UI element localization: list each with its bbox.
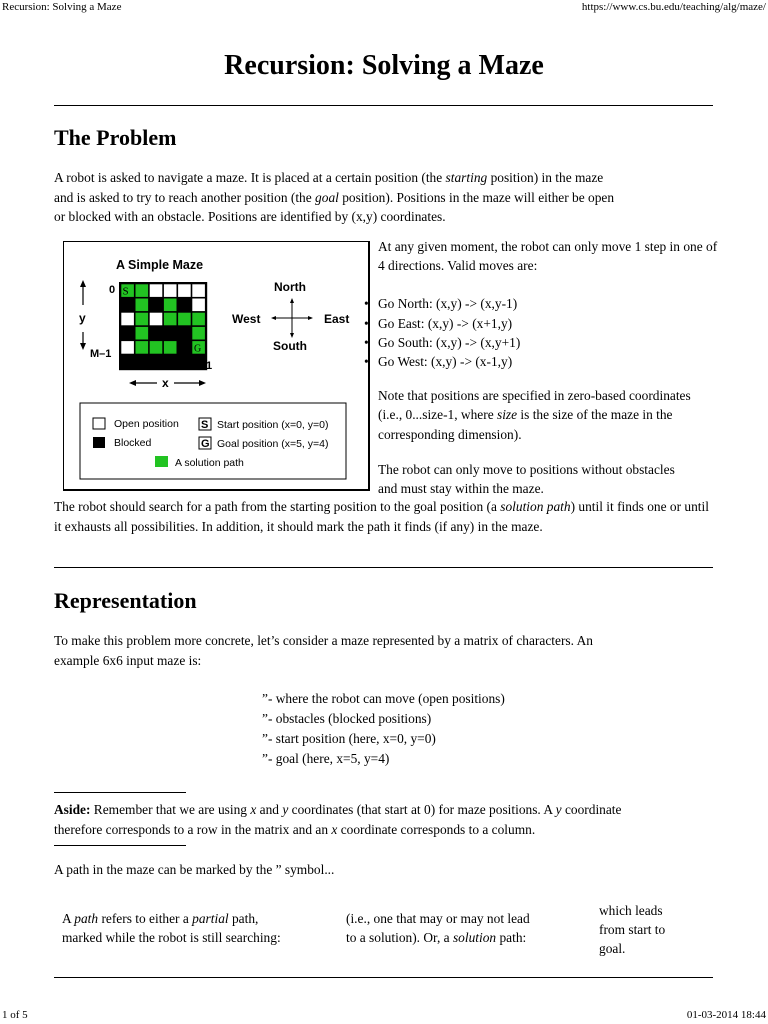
list-item: • Go West: (x,y) -> (x-1,y)	[364, 354, 513, 370]
maze-cell	[164, 313, 177, 326]
svg-text:x: x	[162, 376, 169, 390]
legend-open: Open position	[114, 418, 179, 430]
maze-cell	[178, 327, 191, 340]
start-marker: S	[122, 285, 129, 298]
maze-cell	[121, 327, 134, 340]
maze-cell	[150, 313, 163, 326]
maze-cell	[121, 313, 134, 326]
header-url[interactable]: https://www.cs.bu.edu/teaching/alg/maze/	[581, 1, 766, 13]
maze-cell	[136, 313, 149, 326]
maze-cell	[150, 299, 163, 312]
compass-east: East	[324, 312, 350, 326]
maze-cell	[192, 313, 205, 326]
svg-text:0: 0	[124, 360, 131, 372]
representation-intro: To make this problem more concrete, let’s consider a maze represented by a matrix of characters. An example 6x6 input maze is:	[54, 633, 593, 668]
maze-cell	[136, 341, 149, 354]
page-title: Recursion: Solving a Maze	[224, 50, 544, 81]
section-heading-representation: Representation	[54, 588, 197, 613]
header-page-title: Recursion: Solving a Maze	[2, 1, 122, 13]
note-zero-based: Note that positions are specified in zero-based coordinates (i.e., 0...size-1, where size is the size of the maze in the corresponding dimension).	[378, 388, 691, 442]
compass-south: South	[273, 339, 307, 353]
path-table-col-1: A path refers to either a partial path, marked while the robot is still searching:	[62, 911, 281, 945]
maze-cell	[150, 355, 163, 368]
divider	[54, 567, 713, 568]
problem-intro: A robot is asked to navigate a maze. It is placed at a certain position (the starting position) in the maze and is asked to try to reach another position (the goal position). Positions in the maze will either be open or blocked with an obstacle. Positions are identified by (x,y) coordinates.	[54, 170, 615, 225]
svg-text:0: 0	[109, 284, 116, 296]
maze-cell	[136, 284, 149, 297]
path-mark-text: A path in the maze can be marked by the ” symbol...	[54, 862, 335, 877]
maze-cell	[178, 313, 191, 326]
print-timestamp: 01-03-2014 18:44	[686, 1009, 766, 1021]
page-number: 1 of 5	[2, 1009, 28, 1021]
path-table-col-2: (i.e., one that may or may not lead to a solution). Or, a solution path:	[346, 911, 530, 945]
list-item: • Go East: (x,y) -> (x+1,y)	[364, 315, 513, 331]
maze-cell	[121, 341, 134, 354]
constraint-text: The robot can only move to positions without obstacles and must stay within the maze.	[378, 461, 675, 497]
list-item: ”- where the robot can move (open positions)	[262, 691, 505, 706]
maze-cell	[178, 299, 191, 312]
legend-path: A solution path	[175, 457, 244, 469]
maze-cell	[164, 355, 177, 368]
legend-goal: Goal position (x=5, y=4)	[217, 438, 329, 450]
list-item: ”- start position (here, x=0, y=0)	[262, 731, 436, 746]
maze-cell	[164, 284, 177, 297]
legend-blocked: Blocked	[114, 437, 152, 449]
maze-cell	[136, 299, 149, 312]
maze-cell	[164, 299, 177, 312]
maze-cell	[164, 341, 177, 354]
legend-start: Start position (x=0, y=0)	[217, 419, 329, 431]
maze-cell	[178, 284, 191, 297]
divider	[54, 977, 713, 978]
svg-text:y: y	[79, 311, 86, 325]
maze-cell	[136, 355, 149, 368]
svg-text:G: G	[201, 438, 210, 450]
aside-rule-top	[54, 792, 186, 793]
list-item: • Go North: (x,y) -> (x,y-1)	[364, 296, 518, 312]
maze-cell	[136, 327, 149, 340]
maze-cell	[121, 299, 134, 312]
maze-figure	[63, 241, 370, 491]
moves-intro: At any given moment, the robot can only move 1 step in one of 4 directions. Valid moves are:	[378, 239, 718, 274]
list-item: ”- goal (here, x=5, y=4)	[262, 751, 390, 766]
compass-west: West	[232, 312, 261, 326]
moves-column	[364, 237, 718, 498]
section-heading-problem: The Problem	[54, 125, 177, 150]
moves-list	[364, 294, 718, 371]
svg-text:N–1: N–1	[192, 360, 213, 372]
maze-diagram	[64, 242, 369, 490]
maze-cell	[150, 327, 163, 340]
maze-cell	[150, 341, 163, 354]
running-footer	[2, 1008, 766, 1022]
maze-grid	[119, 282, 207, 370]
compass-north: North	[274, 280, 306, 294]
goal-marker: G	[194, 343, 202, 355]
svg-text:M–1: M–1	[90, 348, 112, 360]
search-paragraph: The robot should search for a path from the starting position to the goal position (a solution path) until it finds one or until it exhausts all possibilities. In addition, it should mark the path it finds (if any) in the maze.	[54, 499, 709, 534]
path-table-col-3: which leads from start to goal.	[599, 903, 666, 956]
maze-cell	[192, 299, 205, 312]
list-item: ”- obstacles (blocked positions)	[262, 711, 432, 726]
list-item: • Go South: (x,y) -> (x,y+1)	[364, 334, 521, 350]
maze-cell	[164, 327, 177, 340]
divider	[54, 105, 713, 106]
aside-rule-bottom	[54, 845, 186, 846]
aside-paragraph: Aside: Remember that we are using x and y coordinates (that start at 0) for maze positions. A y coordinate therefore corresponds to a row in the matrix and an x coordinate corresponds to a column.	[54, 802, 622, 837]
maze-cell	[192, 327, 205, 340]
maze-cell	[150, 284, 163, 297]
svg-text:S: S	[201, 419, 209, 431]
figure-title: A Simple Maze	[116, 258, 204, 272]
maze-symbol-legend	[262, 689, 505, 769]
maze-cell	[178, 355, 191, 368]
maze-cell	[192, 284, 205, 297]
maze-cell	[178, 341, 191, 354]
